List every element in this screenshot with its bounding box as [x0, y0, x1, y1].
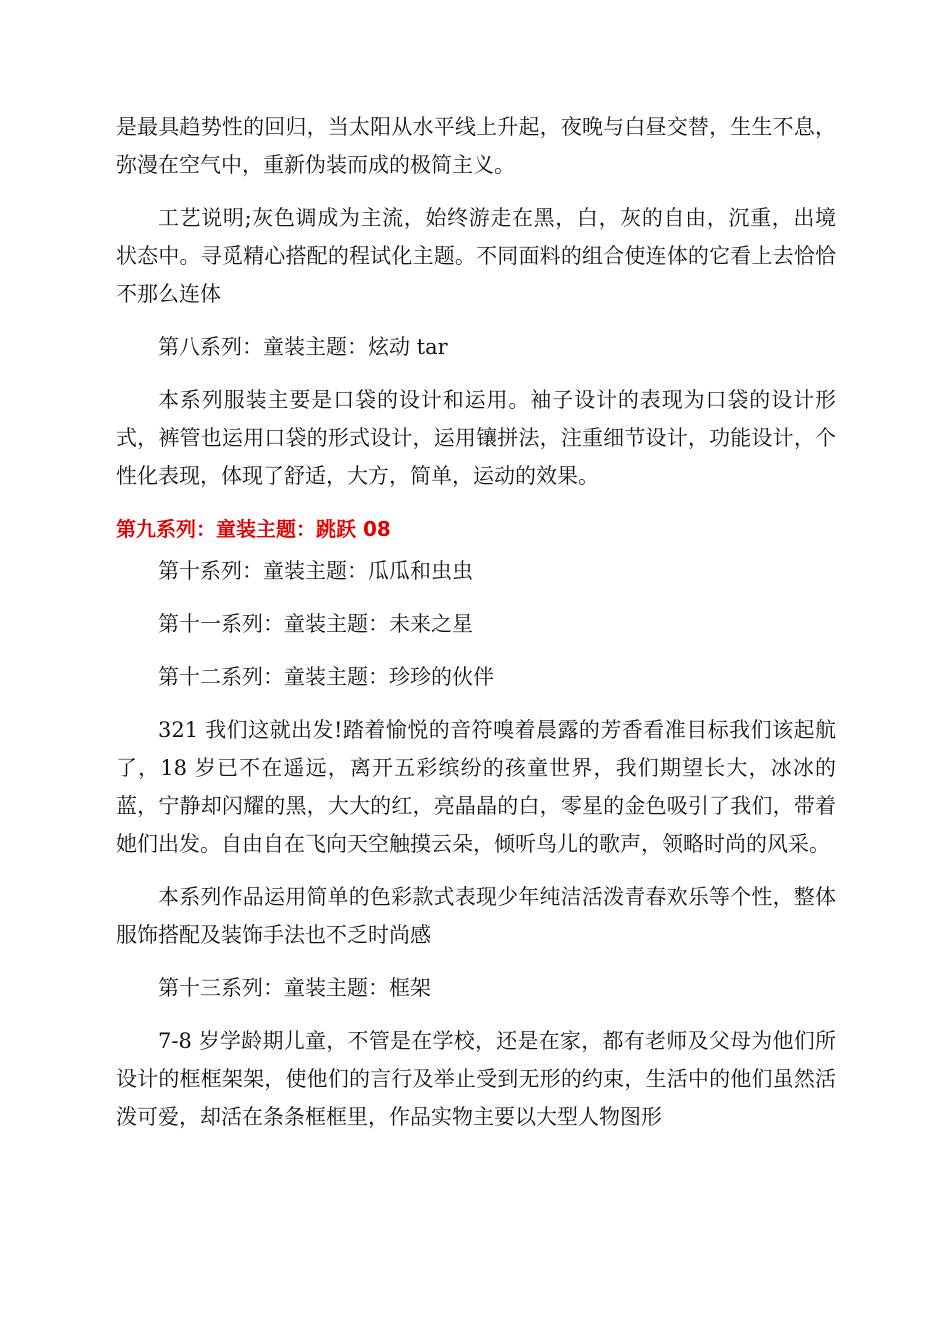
paragraph-continuation: 是最具趋势性的回归，当太阳从水平线上升起，夜晚与白昼交替，生生不息，弥漫在空气中，重新伪装而成的极简主义。 — [116, 115, 836, 177]
paragraph-series-12-description: 本系列作品运用简单的色彩款式表现少年纯洁活泼青春欢乐等个性，整体服饰搭配及装饰手法也不乏时尚感 — [116, 885, 836, 947]
series-13-title: 第十三系列：童装主题：框架 — [158, 976, 431, 1000]
paragraph-series-13-description: 7-8 岁学龄期儿童，不管是在学校，还是在家，都有老师及父母为他们所设计的框框架架，使他们的言行及举止受到无形的约束，生活中的他们虽然活泼可爱，却活在条条框框里，作品实物主要以大型人物图形 — [116, 1029, 836, 1129]
series-9-heading: 第九系列：童装主题：跳跃 08 — [116, 517, 391, 541]
series-10-title: 第十系列：童装主题：瓜瓜和虫虫 — [158, 559, 473, 583]
paragraph-craft-notes: 工艺说明;灰色调成为主流，始终游走在黑，白，灰的自由，沉重，出境状态中。寻觅精心搭配的程试化主题。不同面料的组合使连体的它看上去恰恰不那么连体 — [116, 206, 836, 306]
series-12-title: 第十二系列：童装主题：珍珍的伙伴 — [158, 665, 494, 689]
series-8-title: 第八系列：童装主题：炫动 tar — [158, 335, 448, 359]
series-11-title: 第十一系列：童装主题：未来之星 — [158, 612, 473, 636]
document-body — [116, 108, 836, 1151]
paragraph-series-12-story: 321 我们这就出发!踏着愉悦的音符嗅着晨露的芳香看准目标我们该起航了，18 岁已不在遥远，离开五彩缤纷的孩童世界，我们期望长大，冰冰的蓝，宁静却闪耀的黑，大大的红，亮晶晶的白，零星的金色吸引了我们，带着她们出发。自由自在飞向天空触摸云朵，倾听鸟儿的歌声，领略时尚的风采。 — [116, 718, 836, 856]
paragraph-series-8-description: 本系列服装主要是口袋的设计和运用。袖子设计的表现为口袋的设计形式，裤管也运用口袋的形式设计，运用镶拼法，注重细节设计，功能设计，个性化表现，体现了舒适，大方，简单，运动的效果。 — [116, 388, 836, 488]
